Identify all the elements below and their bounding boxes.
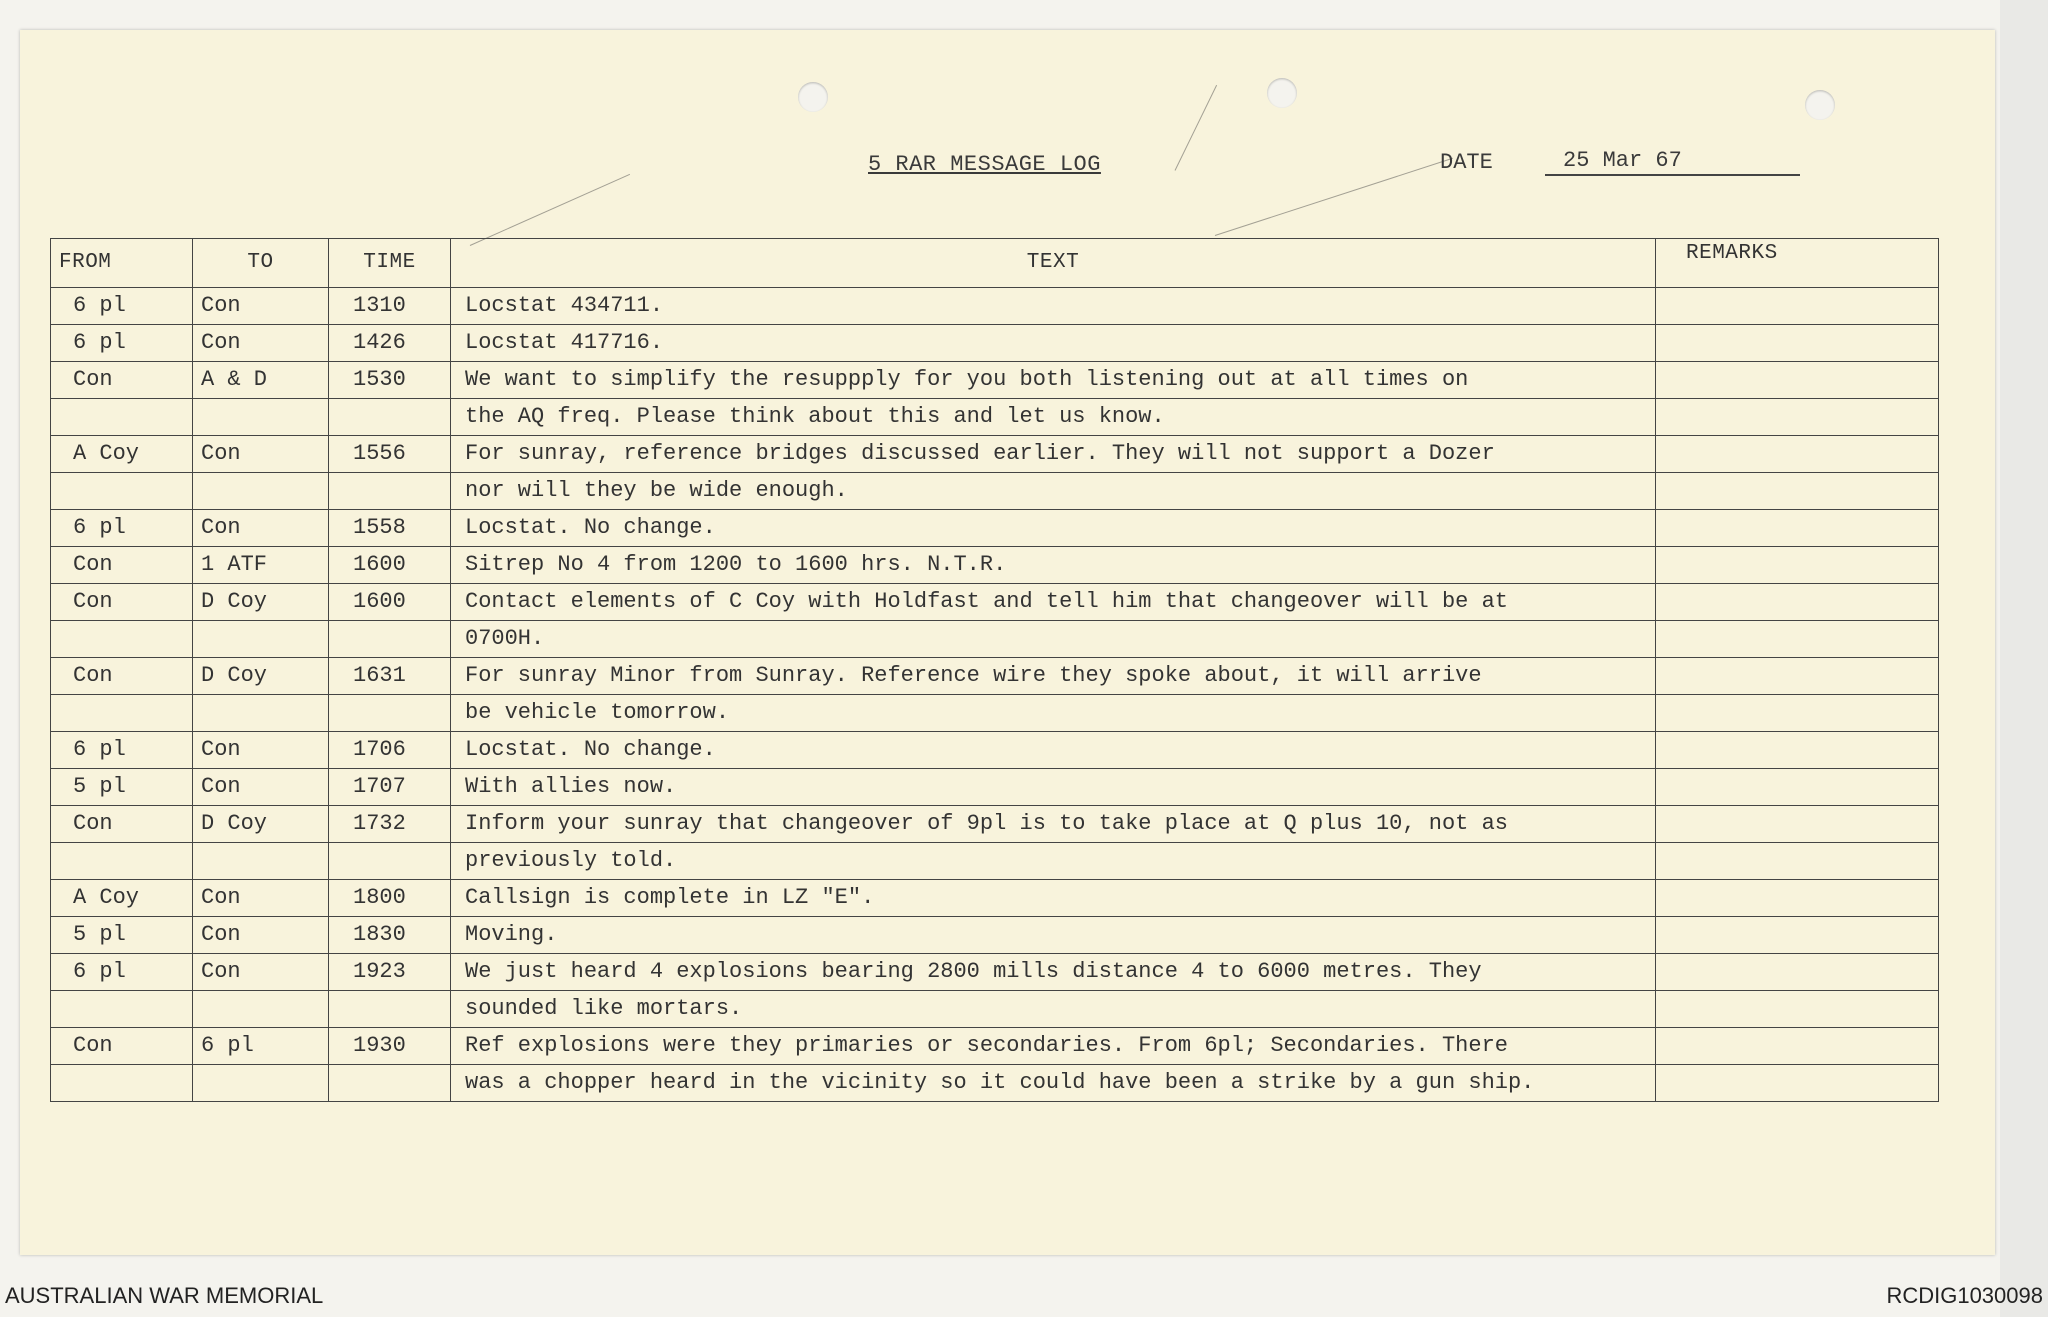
cell-remarks	[1656, 547, 1939, 584]
cell-to	[193, 991, 329, 1028]
table-row	[51, 436, 1939, 473]
cell-from	[51, 473, 193, 510]
cell-time	[329, 621, 451, 658]
cell-text: Locstat. No change.	[451, 510, 1656, 547]
cell-to: 6 pl	[193, 1028, 329, 1065]
table-row	[51, 547, 1939, 584]
cell-text: Locstat 417716.	[451, 325, 1656, 362]
cell-from: Con	[51, 806, 193, 843]
cell-time: 1930	[329, 1028, 451, 1065]
table-row	[51, 621, 1939, 658]
cell-to	[193, 843, 329, 880]
cell-from: 6 pl	[51, 732, 193, 769]
cell-remarks	[1656, 510, 1939, 547]
cell-text: nor will they be wide enough.	[451, 473, 1656, 510]
table-row	[51, 732, 1939, 769]
cell-text: was a chopper heard in the vicinity so it could have been a strike by a gun ship.	[451, 1065, 1656, 1102]
cell-text: For sunray, reference bridges discussed earlier. They will not support a Dozer	[451, 436, 1656, 473]
cell-from: 5 pl	[51, 917, 193, 954]
cell-to: Con	[193, 954, 329, 991]
cell-time: 1600	[329, 547, 451, 584]
table-row	[51, 917, 1939, 954]
cell-to: Con	[193, 436, 329, 473]
cell-to: Con	[193, 510, 329, 547]
cell-from: 6 pl	[51, 288, 193, 325]
cell-from	[51, 1065, 193, 1102]
cell-from	[51, 695, 193, 732]
punch-hole	[1805, 90, 1835, 120]
cell-remarks	[1656, 843, 1939, 880]
cell-time: 1707	[329, 769, 451, 806]
cell-to	[193, 473, 329, 510]
cell-time: 1830	[329, 917, 451, 954]
cell-text: With allies now.	[451, 769, 1656, 806]
table-row	[51, 1065, 1939, 1102]
cell-remarks	[1656, 991, 1939, 1028]
header-row	[51, 239, 1939, 288]
cell-remarks	[1656, 695, 1939, 732]
cell-time: 1923	[329, 954, 451, 991]
table-row	[51, 473, 1939, 510]
cell-remarks	[1656, 584, 1939, 621]
column-header-time: TIME	[329, 239, 451, 288]
table-row	[51, 362, 1939, 399]
footer-institution: AUSTRALIAN WAR MEMORIAL	[5, 1283, 324, 1308]
background-strip	[2000, 0, 2048, 1317]
cell-to: D Coy	[193, 584, 329, 621]
cell-remarks	[1656, 769, 1939, 806]
cell-time	[329, 1065, 451, 1102]
cell-time: 1706	[329, 732, 451, 769]
cell-to: Con	[193, 325, 329, 362]
cell-from: Con	[51, 658, 193, 695]
cell-time: 1800	[329, 880, 451, 917]
table-row	[51, 288, 1939, 325]
cell-from: 6 pl	[51, 510, 193, 547]
cell-time	[329, 843, 451, 880]
table-row	[51, 658, 1939, 695]
cell-text: Moving.	[451, 917, 1656, 954]
cell-to: Con	[193, 917, 329, 954]
table-row	[51, 325, 1939, 362]
cell-remarks	[1656, 806, 1939, 843]
table-row	[51, 954, 1939, 991]
column-header-remarks: REMARKS	[1656, 239, 1939, 288]
cell-to: Con	[193, 288, 329, 325]
cell-text: For sunray Minor from Sunray. Reference wire they spoke about, it will arrive	[451, 658, 1656, 695]
table-row	[51, 843, 1939, 880]
table-row	[51, 991, 1939, 1028]
table-row	[51, 695, 1939, 732]
footer-record-id: RCDIG1030098	[1886, 1283, 2043, 1308]
cell-text: We want to simplify the resuppply for you both listening out at all times on	[451, 362, 1656, 399]
table-row	[51, 584, 1939, 621]
cell-from: 6 pl	[51, 325, 193, 362]
cell-remarks	[1656, 325, 1939, 362]
cell-text: Inform your sunray that changeover of 9pl is to take place at Q plus 10, not as	[451, 806, 1656, 843]
cell-remarks	[1656, 732, 1939, 769]
cell-text: 0700H.	[451, 621, 1656, 658]
cell-time: 1631	[329, 658, 451, 695]
punch-hole	[1267, 78, 1297, 108]
cell-text: Ref explosions were they primaries or secondaries. From 6pl; Secondaries. There	[451, 1028, 1656, 1065]
cell-remarks	[1656, 1065, 1939, 1102]
cell-remarks	[1656, 917, 1939, 954]
cell-to	[193, 1065, 329, 1102]
cell-time: 1558	[329, 510, 451, 547]
cell-time	[329, 991, 451, 1028]
cell-remarks	[1656, 658, 1939, 695]
message-log-table	[50, 238, 1939, 1102]
cell-to	[193, 695, 329, 732]
column-header-from: FROM	[51, 239, 193, 288]
document-title: 5 RAR MESSAGE LOG	[868, 152, 1101, 177]
column-header-text: TEXT	[451, 239, 1656, 288]
cell-from: 6 pl	[51, 954, 193, 991]
cell-remarks	[1656, 954, 1939, 991]
cell-from	[51, 399, 193, 436]
cell-time	[329, 695, 451, 732]
cell-remarks	[1656, 399, 1939, 436]
cell-to	[193, 399, 329, 436]
cell-text: We just heard 4 explosions bearing 2800 mills distance 4 to 6000 metres. They	[451, 954, 1656, 991]
table-row	[51, 769, 1939, 806]
cell-remarks	[1656, 288, 1939, 325]
cell-to: Con	[193, 769, 329, 806]
cell-to: D Coy	[193, 658, 329, 695]
table-row	[51, 880, 1939, 917]
cell-from: Con	[51, 1028, 193, 1065]
table-row	[51, 806, 1939, 843]
cell-from	[51, 843, 193, 880]
cell-text: Callsign is complete in LZ "E".	[451, 880, 1656, 917]
cell-text: Contact elements of C Coy with Holdfast and tell him that changeover will be at	[451, 584, 1656, 621]
cell-to: Con	[193, 880, 329, 917]
cell-to	[193, 621, 329, 658]
table-row	[51, 510, 1939, 547]
cell-remarks	[1656, 1028, 1939, 1065]
cell-time	[329, 399, 451, 436]
cell-remarks	[1656, 362, 1939, 399]
cell-time	[329, 473, 451, 510]
cell-to: A & D	[193, 362, 329, 399]
cell-from: Con	[51, 584, 193, 621]
cell-text: sounded like mortars.	[451, 991, 1656, 1028]
cell-from	[51, 621, 193, 658]
cell-remarks	[1656, 436, 1939, 473]
pencil-mark	[1175, 85, 1218, 171]
cell-from: Con	[51, 362, 193, 399]
cell-remarks	[1656, 880, 1939, 917]
cell-text: Sitrep No 4 from 1200 to 1600 hrs. N.T.R.	[451, 547, 1656, 584]
cell-to: D Coy	[193, 806, 329, 843]
table-row	[51, 399, 1939, 436]
pencil-mark	[1215, 158, 1453, 236]
cell-time: 1310	[329, 288, 451, 325]
cell-remarks	[1656, 473, 1939, 510]
cell-text: be vehicle tomorrow.	[451, 695, 1656, 732]
cell-time: 1530	[329, 362, 451, 399]
cell-from: Con	[51, 547, 193, 584]
punch-hole	[798, 82, 828, 112]
cell-text: Locstat 434711.	[451, 288, 1656, 325]
column-header-to: TO	[193, 239, 329, 288]
cell-to: 1 ATF	[193, 547, 329, 584]
cell-time: 1732	[329, 806, 451, 843]
cell-text: the AQ freq. Please think about this and let us know.	[451, 399, 1656, 436]
date-value: 25 Mar 67	[1545, 148, 1800, 176]
pencil-mark	[470, 174, 630, 246]
date-label: DATE	[1440, 150, 1493, 175]
cell-remarks	[1656, 621, 1939, 658]
cell-time: 1426	[329, 325, 451, 362]
cell-text: Locstat. No change.	[451, 732, 1656, 769]
cell-text: previously told.	[451, 843, 1656, 880]
cell-from: 5 pl	[51, 769, 193, 806]
cell-time: 1556	[329, 436, 451, 473]
cell-from: A Coy	[51, 880, 193, 917]
cell-from: A Coy	[51, 436, 193, 473]
cell-from	[51, 991, 193, 1028]
cell-time: 1600	[329, 584, 451, 621]
cell-to: Con	[193, 732, 329, 769]
table-row	[51, 1028, 1939, 1065]
